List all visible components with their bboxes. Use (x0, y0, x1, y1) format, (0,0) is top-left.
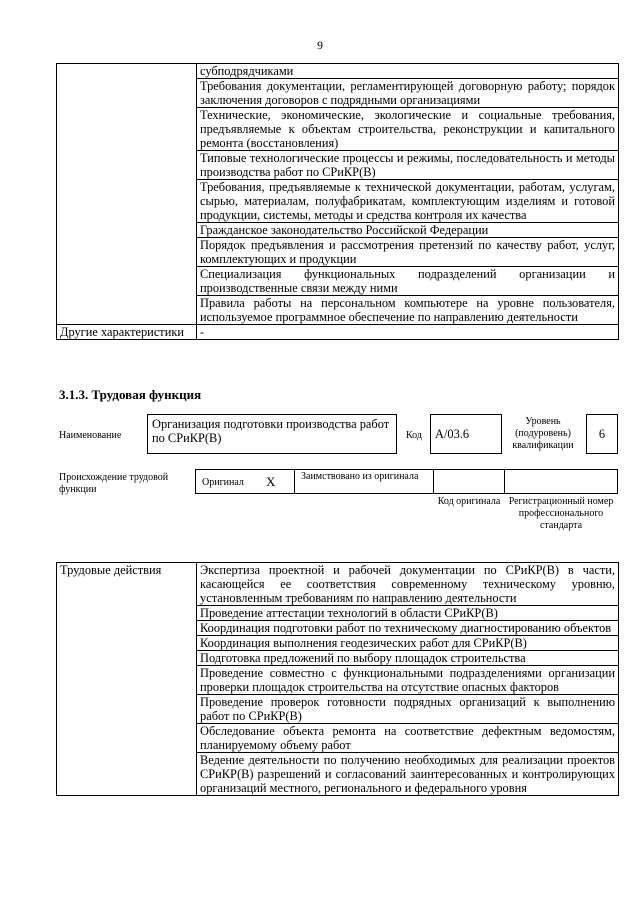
code-original-label: Код оригинала (437, 496, 501, 507)
knowledge-table (56, 63, 619, 340)
labor-action-item: Экспертиза проектной и рабочей документации по СРиКР(В) в части, касающейся ее соответствия современному техническому уровню, установленным требованиям по направлению деятельности (197, 563, 619, 606)
knowledge-item: Специализация функциональных подразделений организации и производственные связи между ними (197, 267, 619, 296)
original-label: Оригинал (202, 477, 244, 488)
code-label: Код (406, 430, 422, 441)
labor-action-item: Проведение совместно с функциональными подразделениями организации проверки площадок строительства на отсутствие опасных факторов (197, 666, 619, 695)
table-row (57, 325, 619, 340)
original-mark: X (266, 474, 276, 489)
function-code-value: А/03.6 (435, 427, 470, 441)
labor-action-item: Обследование объекта ремонта на соответствие дефектным ведомостям, планируемому объему работ (197, 724, 619, 753)
section-title: 3.1.3. Трудовая функция (59, 387, 202, 402)
labor-action-item: Подготовка предложений по выбору площадок строительства (197, 651, 619, 666)
original-box (195, 469, 295, 494)
table-row (57, 563, 619, 606)
level-value: 6 (598, 427, 606, 441)
labor-action-item: Координация подготовки работ по техническому диагностированию объектов (197, 621, 619, 636)
knowledge-item: Требования документации, регламентирующей договорную работу; порядок заключения договоров с подрядными организациями (197, 79, 619, 108)
labor-action-item: Проведение аттестации технологий в области СРиКР(В) (197, 606, 619, 621)
knowledge-item: Типовые технологические процессы и режимы, последовательность и методы производства работ по СРиКР(В) (197, 151, 619, 180)
knowledge-item: Гражданское законодательство Российской Федерации (197, 223, 619, 238)
labor-action-item: Ведение деятельности по получению необходимых для реализации проектов СРиКР(В) разрешений и согласований заинтересованных и контролирующих организаций местного, регионального и федерального уровня (197, 753, 619, 796)
labor-action-item: Координация выполнения геодезических работ для СРиКР(В) (197, 636, 619, 651)
function-name-value: Организация подготовки производства работ по СРиКР(В) (152, 417, 390, 445)
code-original-box (433, 469, 505, 494)
labor-actions-table (56, 562, 619, 796)
knowledge-item: Требования, предъявляемые к технической документации, работам, услугам, сырью, материалам, полуфабрикатам, комплектующим изделиям и готовой продукции, системы, методы и средства контроля их качества (197, 180, 619, 223)
borrowed-box (294, 469, 434, 494)
origin-label: Происхождение трудовой функции (59, 472, 169, 495)
reg-number-label: Регистрационный номер профессионального стандарта (508, 496, 614, 531)
table-row (57, 64, 619, 79)
row-label (57, 64, 197, 325)
knowledge-item: субподрядчиками (197, 64, 619, 79)
level-box (586, 414, 618, 454)
knowledge-item: Порядок предъявления и рассмотрения претензий по качеству работ, услуг, комплектующих и продукции (197, 238, 619, 267)
name-label: Наименование (59, 430, 122, 441)
function-code-box (430, 414, 502, 454)
knowledge-item: Правила работы на персональном компьютере на уровне пользователя, используемое программное обеспечение по направлению деятельности (197, 296, 619, 325)
labor-actions-label: Трудовые действия (57, 563, 197, 796)
borrowed-label: Заимствовано из оригинала (301, 471, 419, 482)
page-number: 9 (317, 38, 323, 52)
reg-number-box (504, 469, 618, 494)
labor-action-item: Проведение проверок готовности подрядных организаций к выполнению работ по СРиКР(В) (197, 695, 619, 724)
function-name-box (147, 414, 397, 454)
knowledge-item: Технические, экономические, экологические и социальные требования, предъявляемые к объектам строительства, реконструкции и капитального ремонта (восстановления) (197, 108, 619, 151)
other-characteristics-value: - (197, 325, 619, 340)
other-characteristics-label: Другие характеристики (57, 325, 197, 340)
level-label: Уровень (подуровень) квалификации (512, 416, 574, 451)
